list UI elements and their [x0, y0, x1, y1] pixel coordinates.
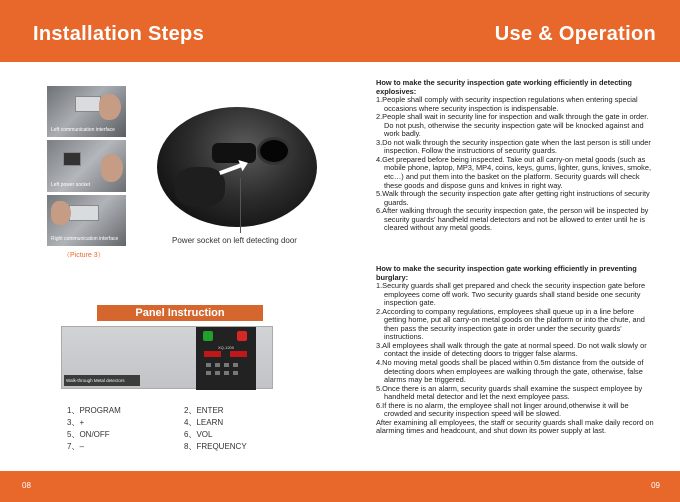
- control-panel-photo: [61, 326, 273, 389]
- burglary-item: 3.All employees shall walk through the gate at normal speed. Do not walk slowly or contact the inside of detecting doors to trigger false alarms.: [376, 340, 647, 359]
- panel-key: [215, 371, 220, 375]
- photo-label-3: Right communication interface: [51, 236, 119, 242]
- burglary-closing: After examining all employees, the staff or security guards shall make daily record on alarming times and headcount, and shut down its power supply at last.: [376, 417, 654, 436]
- hand-shadow: [175, 167, 225, 207]
- machine-brand-label: Walk-through Metal detectors: [64, 375, 140, 386]
- legend-item: 6、VOL: [184, 430, 213, 439]
- panel-key: [215, 363, 220, 367]
- explosives-item: 3.Do not walk through the security inspection gate when the last person is still under inspection. Follow the instructions of security guards.: [376, 137, 651, 156]
- legend-item: 5、ON/OFF: [67, 430, 110, 439]
- power-plug: [212, 143, 256, 163]
- hand-image: [99, 94, 121, 120]
- left-communication-interface-photo: [47, 86, 126, 137]
- burglary-item: 1.Security guards shall get prepared and check the security inspection gate before employees come off work. Two security guards shall stand beside one security inspection gate.: [376, 281, 646, 308]
- burglary-item: 2.According to company regulations, employees shall queue up in a line before getting home, put all carry-on metal goods on the platform or into the chute, and then pass the security inspection gate in order under the security guards' instructions.: [376, 306, 645, 342]
- legend-item: 7、–: [67, 442, 84, 451]
- hand-image: [101, 154, 123, 182]
- panel-key: [224, 363, 229, 367]
- photo-label-2: Left power socket: [51, 182, 91, 188]
- socket-plate: [63, 152, 81, 166]
- panel-key: [224, 371, 229, 375]
- explosives-heading: How to make the security inspection gate working efficiently in detecting explosives:: [376, 78, 632, 96]
- panel-key: [233, 371, 238, 375]
- led-display-1: [204, 351, 221, 357]
- burglary-item: 5.Once there is an alarm, security guards shall examine the suspect employee by handheld metal detector and let the next employee pass.: [376, 383, 643, 402]
- interface-plate: [69, 205, 99, 221]
- socket-caption: Power socket on left detecting door: [172, 236, 297, 245]
- legend-item: 1、PROGRAM: [67, 406, 121, 415]
- photo-label-1: Left communication interface: [51, 127, 115, 133]
- legend-item: 3、+: [67, 418, 85, 427]
- explosives-item: 4.Get prepared before being inspected. Take out all carry-on metal goods (such as mobile phone, laptop, MP3, MP4, coins, keys, gums, lighter, guns, knives, smoke, etc…) and put them into the basket on the platform. Security guards will check these goods and dispose guns and knives in right way.: [376, 154, 652, 190]
- panel-key: [206, 363, 211, 367]
- power-on-button-image: [203, 331, 213, 341]
- socket-hole: [257, 137, 291, 165]
- right-communication-interface-photo: [47, 195, 126, 246]
- control-console: [196, 327, 256, 390]
- picture-caption: （Picture 3）: [63, 252, 105, 259]
- led-display-2: [230, 351, 247, 357]
- explosives-section: [376, 79, 658, 233]
- legend-item: 8、FREQUENCY: [184, 442, 247, 451]
- use-operation-title: Use & Operation: [494, 23, 656, 45]
- burglary-section: [376, 265, 658, 436]
- hand-image: [51, 201, 71, 225]
- page-number-right: 09: [651, 481, 660, 490]
- footer-band: [0, 471, 680, 502]
- installation-steps-title: Installation Steps: [33, 23, 204, 45]
- legend-item: 4、LEARN: [184, 418, 224, 427]
- burglary-heading: How to make the security inspection gate working efficiently in preventing burglary:: [376, 264, 637, 282]
- burglary-item: 6.If there is no alarm, the employee shall not linger around,otherwise it will be crowded and security inspection speed will be slowed.: [376, 400, 629, 419]
- panel-instruction-heading: Panel Instruction: [97, 305, 263, 321]
- explosives-item: 5.Walk through the security inspection gate after getting right instructions of security guards.: [376, 189, 650, 207]
- arrow-icon: [219, 163, 243, 175]
- left-power-socket-photo: [47, 140, 126, 192]
- explosives-item: 2.People shall wait in security line for inspection and walk through the gate in order. Do not push, otherwise the security inspection gate will be knocked against and work badly.: [376, 112, 649, 139]
- interface-plate: [75, 96, 101, 112]
- explosives-item: 1.People shall comply with security inspection regulations when entering special occasions where security inspection is indispensable.: [376, 95, 638, 113]
- explosives-item: 6.After walking through the security inspection gate, the person will be inspected by security guards' handheld metal detectors and not be allowed to enter until he is cleared without any metal goods.: [376, 206, 649, 233]
- panel-key: [206, 371, 211, 375]
- legend-item: 2、ENTER: [184, 406, 224, 415]
- power-socket-closeup-photo: [157, 107, 317, 227]
- power-off-button-image: [237, 331, 247, 341]
- panel-key: [233, 363, 238, 367]
- burglary-item: 4.No moving metal goods shall be placed within 0.5m distance from the outside of detecting doors when employees are walking through the gate, otherwise, false alarms may be triggered.: [376, 358, 644, 385]
- header-band: [0, 0, 680, 62]
- page-number-left: 08: [22, 481, 31, 490]
- leader-line: [240, 178, 241, 233]
- machine-model-label: XQ-1200: [217, 345, 234, 350]
